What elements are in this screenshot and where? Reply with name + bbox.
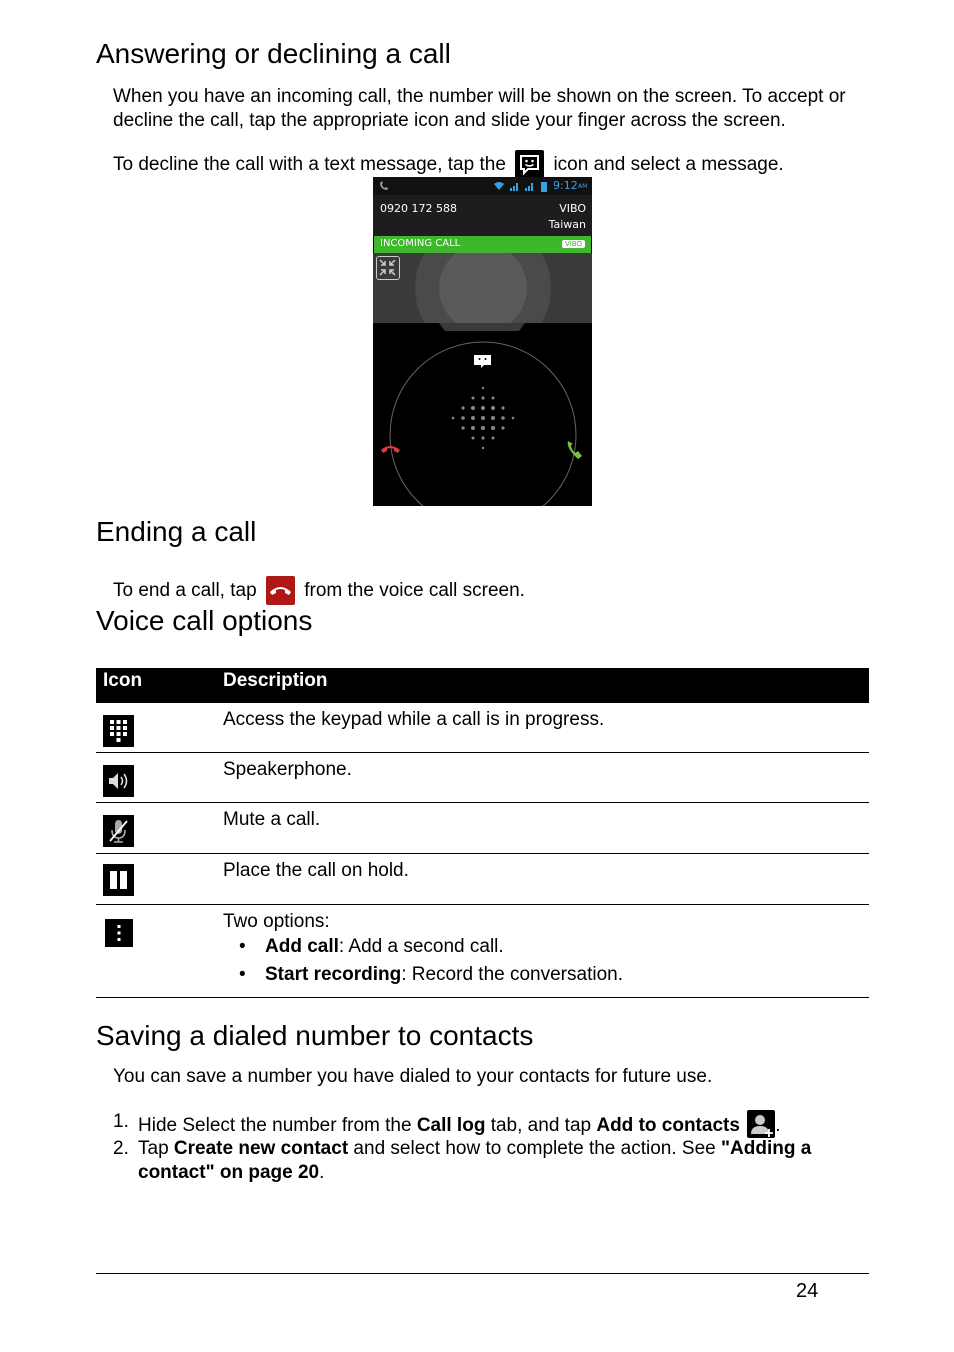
decline-text-b: icon and select a message. xyxy=(553,154,784,175)
incoming-call-bar xyxy=(374,236,591,253)
list-item xyxy=(223,961,623,989)
step-bold: Create new contact xyxy=(173,1138,349,1159)
message-icon xyxy=(515,150,544,179)
header-description: Description xyxy=(223,670,328,691)
page-number: 24 xyxy=(796,1280,819,1302)
step-text-part: tab, and tap xyxy=(485,1115,597,1136)
step-text xyxy=(138,1110,780,1138)
minimize-icon xyxy=(376,256,400,280)
list-item xyxy=(223,933,623,961)
option-bold: Start recording xyxy=(265,964,402,985)
steps-list xyxy=(113,1108,873,1188)
caller-photo-area xyxy=(373,253,592,323)
answer-ring xyxy=(373,323,592,506)
step-text-part: . xyxy=(319,1162,325,1183)
row-description: Access the keypad while a call is in progress. xyxy=(223,709,605,730)
incoming-call-label: INCOMING CALL xyxy=(380,238,461,249)
caller-header xyxy=(373,195,592,236)
table-row xyxy=(96,703,869,753)
row-description: Place the call on hold. xyxy=(223,860,409,881)
end-call-text-b: from the voice call screen. xyxy=(304,580,525,601)
row-description xyxy=(223,911,623,989)
phone-status-icon xyxy=(379,181,389,191)
row-description: Speakerphone. xyxy=(223,759,352,780)
step-number: 1. xyxy=(113,1111,129,1132)
voice-options-table xyxy=(96,668,869,998)
end-call-text-a: To end a call, tap xyxy=(113,580,257,601)
step-bold: Add to contacts xyxy=(596,1115,740,1136)
option-rest: : Add a second call. xyxy=(338,936,504,957)
section-title-voice-options: Voice call options xyxy=(96,605,313,636)
section-title-answering: Answering or declining a call xyxy=(96,38,451,69)
mute-icon xyxy=(103,815,134,847)
incoming-call-screenshot xyxy=(373,177,592,506)
step-text-part: and select how to complete the action. See xyxy=(348,1138,721,1159)
caller-number: 0920 172 588 xyxy=(380,202,457,215)
keypad-icon xyxy=(103,715,134,747)
carrier-badge: VIBO xyxy=(562,240,585,248)
signal-icons xyxy=(493,181,551,192)
end-call-paragraph xyxy=(113,574,813,603)
step-bold: contact" on page 20 xyxy=(138,1162,320,1183)
option-bold: Add call xyxy=(265,936,339,957)
table-row xyxy=(96,753,869,803)
saving-intro: You can save a number you have dialed to your contacts for future use. xyxy=(113,1066,713,1087)
list-item xyxy=(113,1136,873,1188)
step-text-part: Hide Select the number from the xyxy=(138,1115,417,1136)
status-bar xyxy=(373,177,592,195)
caller-carrier: VIBO xyxy=(559,202,586,215)
decline-text-paragraph xyxy=(113,148,873,177)
add-contact-icon xyxy=(747,1110,775,1138)
caller-region: Taiwan xyxy=(548,218,586,231)
clock: 9:12 xyxy=(553,179,578,192)
step-bold: Call log xyxy=(416,1115,486,1136)
table-header xyxy=(96,668,869,703)
section-title-ending: Ending a call xyxy=(96,516,257,547)
hold-icon xyxy=(103,864,134,896)
footer-rule xyxy=(96,1273,869,1274)
step-text-part: Tap xyxy=(138,1138,174,1159)
options-list xyxy=(223,933,623,989)
table-row xyxy=(96,854,869,905)
step-text xyxy=(138,1137,873,1185)
table-row xyxy=(96,803,869,854)
table-row xyxy=(96,905,869,998)
list-item xyxy=(113,1108,873,1136)
end-call-icon xyxy=(266,576,295,605)
step-bold: "Adding a xyxy=(721,1138,812,1159)
row-description: Mute a call. xyxy=(223,809,321,830)
speaker-icon xyxy=(103,765,134,797)
answering-paragraph: When you have an incoming call, the number will be shown on the screen. To accept or decline the call, tap the appropriate icon and slide your finger across the screen. xyxy=(113,86,846,131)
clock-ampm: AM xyxy=(578,183,588,190)
section-title-saving: Saving a dialed number to contacts xyxy=(96,1020,534,1051)
decline-text-a: To decline the call with a text message, tap the xyxy=(113,154,506,175)
header-icon: Icon xyxy=(103,670,143,691)
options-intro: Two options: xyxy=(223,911,330,932)
option-rest: : Record the conversation. xyxy=(401,964,623,985)
step-text-part: . xyxy=(775,1115,781,1136)
menu-icon xyxy=(105,919,133,947)
step-number: 2. xyxy=(113,1138,129,1159)
